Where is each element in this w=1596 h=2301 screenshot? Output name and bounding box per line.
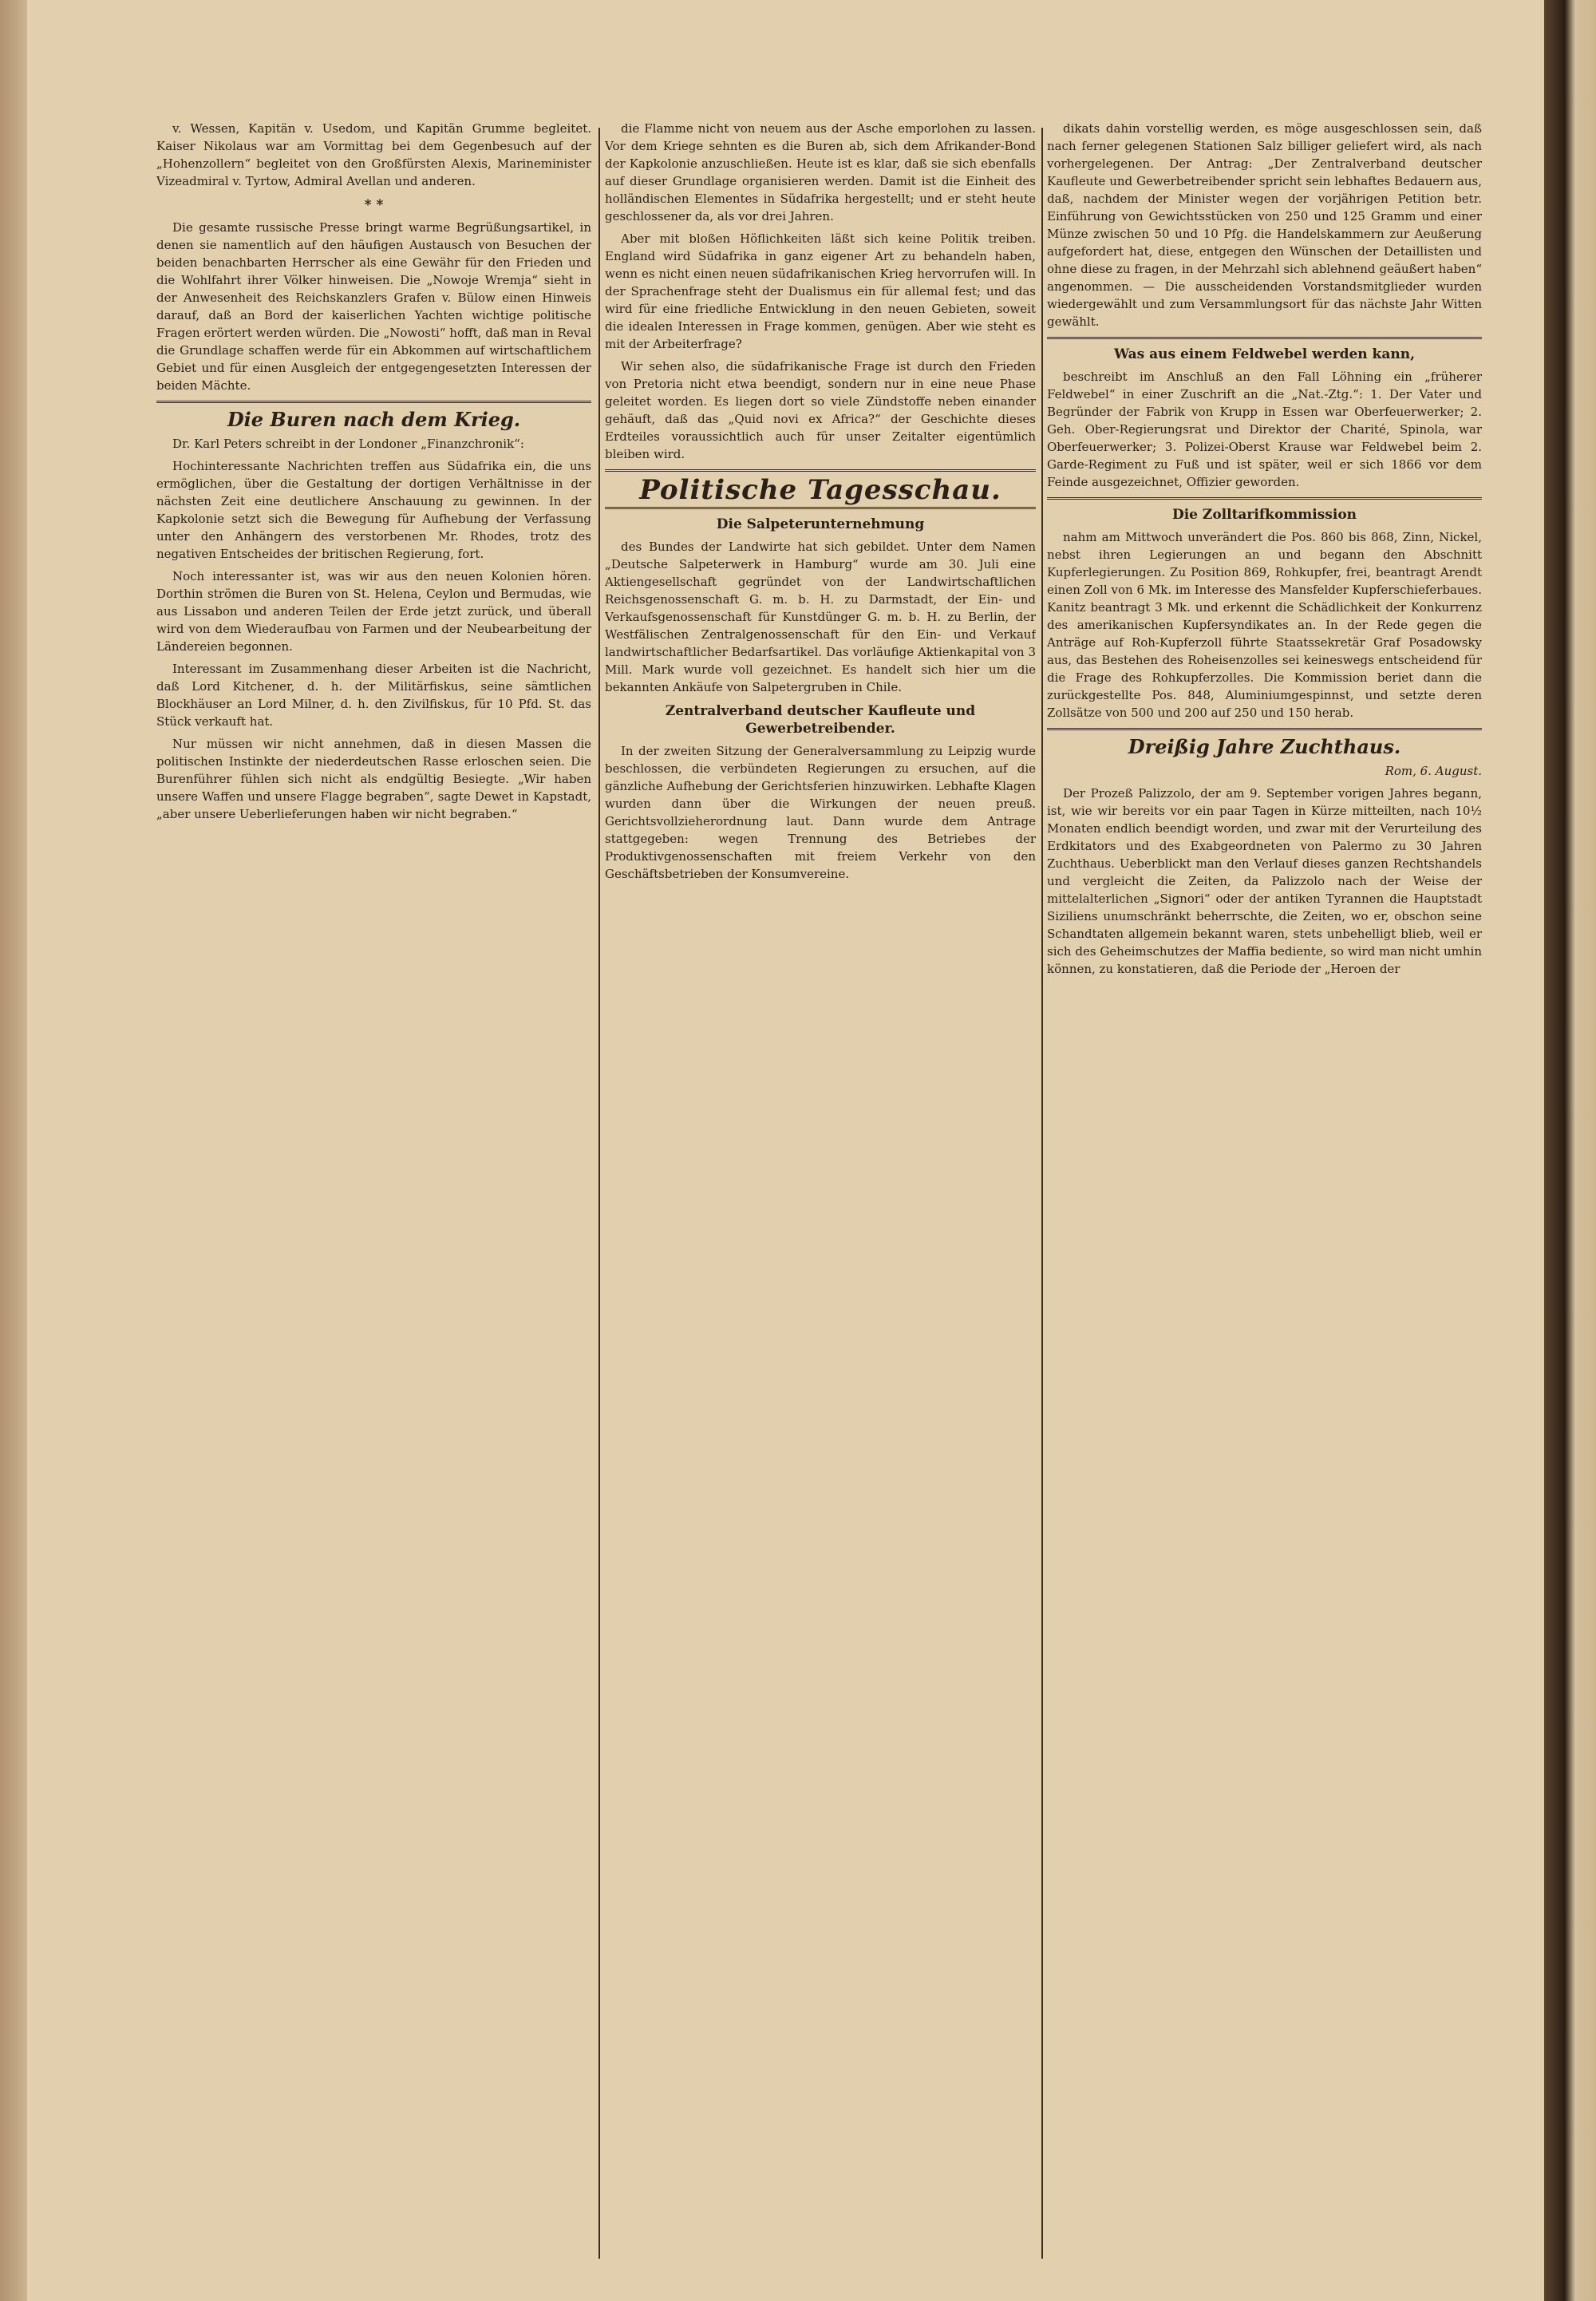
paragraph: Nur müssen wir nicht annehmen, daß in diesen Massen die politischen Instinkte der niederdeutschen Rasse erloschen seien. Die Burenführer fühlen sich nicht als endgültig Besiegte. „Wir haben unsere Waffen und unsere Flagge begraben“, sagte Dewet in Kapstadt, „aber unsere Ueberlieferungen haben wir nicht begraben.“ xyxy=(156,737,591,821)
divider xyxy=(1047,728,1482,730)
divider xyxy=(605,507,1036,509)
column-3 xyxy=(1047,120,1482,2259)
paragraph: des Bundes der Landwirte hat sich gebildet. Unter dem Namen „Deutsche Salpeterwerk in Hamburg“ wurde am 30. Juli eine Aktiengesellschaft gegründet von der Landwirtschaftlichen Reichsgenossenschaft G. m. b. H. zu Darmstadt, der Ein- und Verkaufsgenossenschaft für Kunstdünger G. m. b. H. zu Berlin, der Westfälischen Zentralgenossenschaft für den Ein- und Verkauf landwirtschaftlicher Bedarfsartikel. Das vorläufige Aktienkapital von 3 Mill. Mark wurde voll gezeichnet. Es handelt sich hier um die bekannten Ankäufe von Salpetergruben in Chile. xyxy=(605,540,1036,694)
column-rule xyxy=(598,128,600,2259)
divider xyxy=(156,401,591,403)
book-spine xyxy=(0,0,27,2301)
paragraph: Hochinteressante Nachrichten treffen aus Südafrika ein, die uns ermöglichen, über die Gestaltung der dortigen Verhältnisse in der nächsten Zeit eine deutlichere Anschauung zu gewinnen. In der Kapkolonie setzt sich die Bewegung für Aufhebung der Verfassung unter den Anhängern des verstorbenen Mr. Rhodes, trotz des negativen Entscheides der britischen Regierung, fort. xyxy=(156,459,591,561)
paragraph: Die gesamte russische Presse bringt warme Begrüßungsartikel, in denen sie namentlich auf den häufigen Austausch von Besuchen der beiden benachbarten Herrscher als eine Gewähr für den Frieden und die Wohlfahrt ihrer Völker hinweisen. Die „Nowoje Wremja“ sieht in der Anwesenheit des Reichskanzlers Grafen v. Bülow einen Hinweis darauf, daß an Bord der kaiserlichen Yachten wichtige politische Fragen erörtert werden würden. Die „Nowosti“ hofft, daß man in Reval die Grundlage schaffen werde für ein Abkommen auf wirtschaftlichem Gebiet und für einen Ausgleich der entgegengesetzten Interessen der beiden Mächte. xyxy=(156,220,591,393)
paragraph: Interessant im Zusammenhang dieser Arbeiten ist die Nachricht, daß Lord Kitchener, d. h. der Militärfiskus, seine sämtlichen Blockhäuser an Lord Milner, d. h. den Zivilfiskus, für 10 Pfd. St. das Stück verkauft hat. xyxy=(156,662,591,729)
article-title: Dreißig Jahre Zuchthaus. xyxy=(1128,735,1401,758)
article-title: Was aus einem Feldwebel werden kann, xyxy=(1114,346,1415,362)
dateline: Rom, 6. August. xyxy=(1385,764,1482,778)
divider xyxy=(605,469,1036,472)
section-title: Politische Tagesschau. xyxy=(639,474,1001,506)
column-rule xyxy=(1041,128,1043,2259)
paragraph: Noch interessanter ist, was wir aus den neuen Kolonien hören. Dorthin strömen die Buren von St. Helena, Ceylon und Bermudas, wie aus Lissabon und anderen Teilen der Erde jetzt zurück, und überall wird von dem Wiederaufbau von Farmen und der Neubearbeitung der Ländereien begonnen. xyxy=(156,569,591,654)
paragraph: Dr. Karl Peters schreibt in der Londoner „Finanzchronik“: xyxy=(172,437,524,451)
paragraph: Wir sehen also, die südafrikanische Frage ist durch den Frieden von Pretoria nicht etwa beendigt, sondern nur in eine neue Phase geleitet worden. Es liegen dort so viele Zündstoffe neben einander gehäuft, daß das „Quid novi ex Africa?“ der Geschichte dieses Erdteiles voraussichtlich auch für unser Zeitalter eigentümlich bleiben wird. xyxy=(605,359,1036,461)
article-title: Die Buren nach dem Krieg. xyxy=(227,408,521,431)
divider xyxy=(1047,497,1482,500)
paragraph: Der Prozeß Palizzolo, der am 9. September vorigen Jahres begann, ist, wie wir bereits vor ein paar Tagen in Kürze mitteilten, nach 10½ Monaten endlich beendigt worden, und zwar mit der Verurteilung des Erdkitators und des Exabgeordneten von Palermo zu 30 Jahren Zuchthaus. Ueberblickt man den Verlauf dieses ganzen Rechtshandels und vergleicht die Zeiten, da Palizzolo nach der Weise der mittelalterlichen „Signori“ oder der antiken Tyrannen die Hauptstadt Siziliens unumschränkt beherrschte, die Zeiten, wo er, obschon seine Schandtaten allgemein bekannt waren, stets unbehelligt blieb, weil er sich des Geheimschutzes der Maffia bediente, so wird man nicht umhin können, zu konstatieren, daß die Periode der „Heroen der xyxy=(1047,786,1482,976)
column-1 xyxy=(156,120,591,2259)
article-title: Die Salpeterunternehmung xyxy=(716,516,925,532)
paragraph: nahm am Mittwoch unverändert die Pos. 860 bis 868, Zinn, Nickel, nebst ihren Legierungen an und begann den Abschnitt Kupferlegierungen. Zu Position 869, Rohkupfer, frei, beantragt Arendt einen Zoll von 6 Mk. im Interesse des Mansfelder Kupferschieferbaues. Kanitz beantragt 3 Mk. und erkennt die Schädlichkeit der Konkurrenz des amerikanischen Kupfersyndikates an. In der Rede gegen die Anträge auf Roh-Kupferzoll führte Staatssekretär Graf Posadowsky aus, das Bestehen des Roheisenzolles sei keineswegs entscheidend für die Frage des Rohkupferzolles. Die Kommission beriet dann die zurückgestellte Pos. 848, Aluminiumgespinnst, und setzte deren Zollsätze von 500 und 200 auf 250 und 150 herab. xyxy=(1047,530,1482,720)
paragraph: beschreibt im Anschluß an den Fall Löhning ein „früherer Feldwebel“ in einer Zuschrift an die „Nat.-Ztg.“: 1. Der Vater und Begründer der Fabrik von Krupp in Essen war Oberfeuerwerker; 2. Geh. Ober-Regierungsrat und Direktor der Charité, Spinola, war Oberfeuerwerker; 3. Polizei-Oberst Krause war Feldwebel beim 2. Garde-Regiment zu Fuß und ist später, weil er sich 1866 vor dem Feinde ausgezeichnet, Offizier geworden. xyxy=(1047,370,1482,489)
paragraph: dikats dahin vorstellig werden, es möge ausgeschlossen sein, daß nach ferner gelegenen Stationen Salz billiger geliefert wird, als nach vorhergelegenen. Der Antrag: „Der Zentralverband deutscher Kaufleute und Gewerbetreibender spricht sein lebhaftes Bedauern aus, daß, nachdem der Minister wegen der vorjährigen Petition betr. Einführung von Gewichtsstücken von 250 und 125 Gramm und einer Münze zwischen 50 und 10 Pfg. die Handelskammern zur Aeußerung aufgefordert hat, diese, entgegen den Wünschen der Detaillisten und ohne diese zu fragen, in der Mehrzahl sich ablehnend geäußert haben“ angenommen. — Die ausscheidenden Vorstandsmitglieder wurden wiedergewählt und zum Versammlungsort für das nächste Jahr Witten gewählt. xyxy=(1047,121,1482,329)
separator: * * xyxy=(364,197,384,213)
paragraph: Aber mit bloßen Höflichkeiten läßt sich keine Politik treiben. England wird Südafrika in ganz eigener Art zu behandeln haben, wenn es nicht einen neuen südafrikanischen Krieg hervorrufen will. In der Sprachenfrage steht der Dualismus ein für allemal fest; und das wird für eine friedliche Entwicklung in den neuen Gebieten, soweit die idealen Interessen in Frage kommen, genügen. Aber wie steht es mit der Arbeiterfrage? xyxy=(605,231,1036,351)
paragraph: die Flamme nicht von neuem aus der Asche emporlohen zu lassen. Vor dem Kriege sehnten es die Buren ab, sich dem Afrikander-Bond der Kapkolonie anzuschließen. Heute ist es klar, daß sie sich ebenfalls auf dieser Grundlage organisieren werden. Damit ist die Einheit des holländischen Elementes in Südafrika hergestellt; und er steht heute geschlossener da, als vor drei Jahren. xyxy=(605,121,1036,223)
article-title: Zentralverband deutscher Kaufleute und Gewerbetreibender. xyxy=(665,703,976,737)
divider xyxy=(1047,337,1482,339)
next-page-edge xyxy=(1544,0,1596,2301)
paragraph: v. Wessen, Kapitän v. Usedom, und Kapitän Grumme begleitet. Kaiser Nikolaus war am Vormittag bei dem Gegenbesuch auf der „Hohenzollern“ begleitet von den Großfürsten Alexis, Marineminister Vizeadmiral v. Tyrtow, Admiral Avellan und anderen. xyxy=(156,121,591,188)
paragraph: In der zweiten Sitzung der Generalversammlung zu Leipzig wurde beschlossen, die verbündeten Regierungen zu ersuchen, auf die gänzliche Aufhebung der Gerichtsferien hinzuwirken. Lebhafte Klagen wurden dann über die Wirkungen der neuen preuß. Gerichtsvollzieherordnung laut. Dann wurde dem Antrage stattgegeben: wegen Trennung des Betriebes der Produktivgenossenschaften mit freiem Verkehr von den Geschäftsbetrieben der Konsumvereine. xyxy=(605,744,1036,881)
article-title: Die Zolltarifkommission xyxy=(1171,507,1357,523)
column-2 xyxy=(605,120,1036,2259)
